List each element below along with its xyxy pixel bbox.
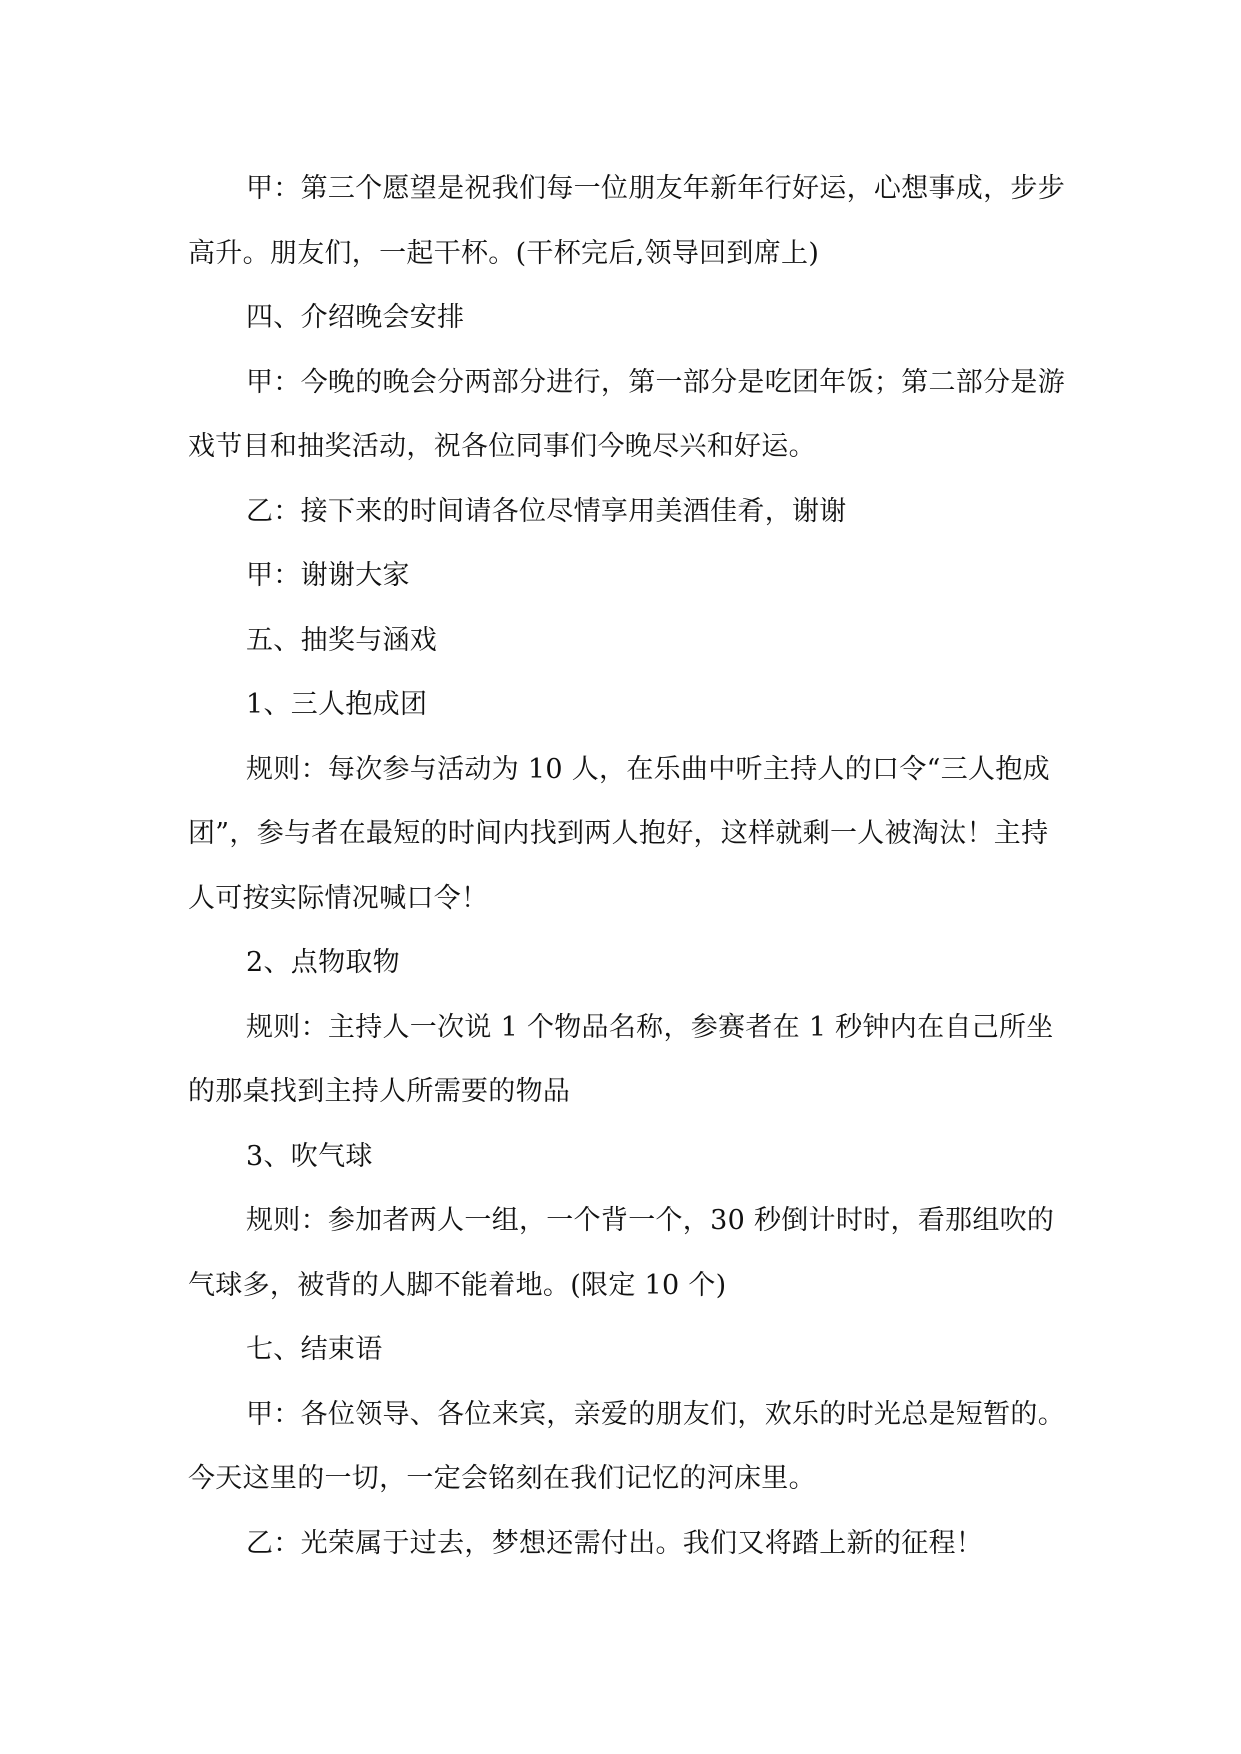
heading-evening-arrangement: 四、介绍晚会安排 xyxy=(246,302,465,333)
heading-closing: 七、结束语 xyxy=(246,1334,383,1365)
paragraph-enjoy-meal: 乙：接下来的时间请各位尽情享用美酒佳肴，谢谢 xyxy=(246,495,847,527)
heading-game-2: 2、点物取物 xyxy=(246,947,400,978)
paragraph-closing-1: 甲：各位领导、各位来宾，亲爱的朋友们，欢乐的时光总是短暂的。今天这里的一切，一定会铭刻在我们记忆的河床里。 xyxy=(188,1398,1065,1494)
paragraph-game-3-rules: 规则：参加者两人一组，一个背一个，30 秒倒计时时，看那组吹的气球多，被背的人脚不能着地。(限定 10 个) xyxy=(188,1205,1055,1301)
paragraph-game-1-rules: 规则：每次参与活动为 10 人，在乐曲中听主持人的口令“三人抱成团”，参与者在最短的时间内找到两人抱好，这样就剩一人被淘汰！主持人可按实际情况喊口令！ xyxy=(188,753,1050,914)
heading-game-3: 3、吹气球 xyxy=(246,1140,373,1172)
paragraph-closing-2: 乙：光荣属于过去，梦想还需付出。我们又将踏上新的征程！ xyxy=(246,1527,984,1559)
heading-lottery-games: 五、抽奖与涵戏 xyxy=(246,624,438,656)
paragraph-evening-plan: 甲：今晚的晚会分两部分进行，第一部分是吃团年饭；第二部分是游戏节目和抽奖活动，祝各位同事们今晚尽兴和好运。 xyxy=(188,366,1065,462)
paragraph-toast-wish: 甲：第三个愿望是祝我们每一位朋友年新年行好运，心想事成，步步高升。朋友们，一起干杯。(干杯完后,领导回到席上) xyxy=(188,173,1065,269)
paragraph-thanks: 甲：谢谢大家 xyxy=(246,560,410,591)
heading-game-1: 1、三人抱成团 xyxy=(246,689,428,720)
document-body xyxy=(188,157,1068,1576)
paragraph-game-2-rules: 规则：主持人一次说 1 个物品名称，参赛者在 1 秒钟内在自己所坐的那桌找到主持人所需要的物品 xyxy=(188,1011,1054,1107)
